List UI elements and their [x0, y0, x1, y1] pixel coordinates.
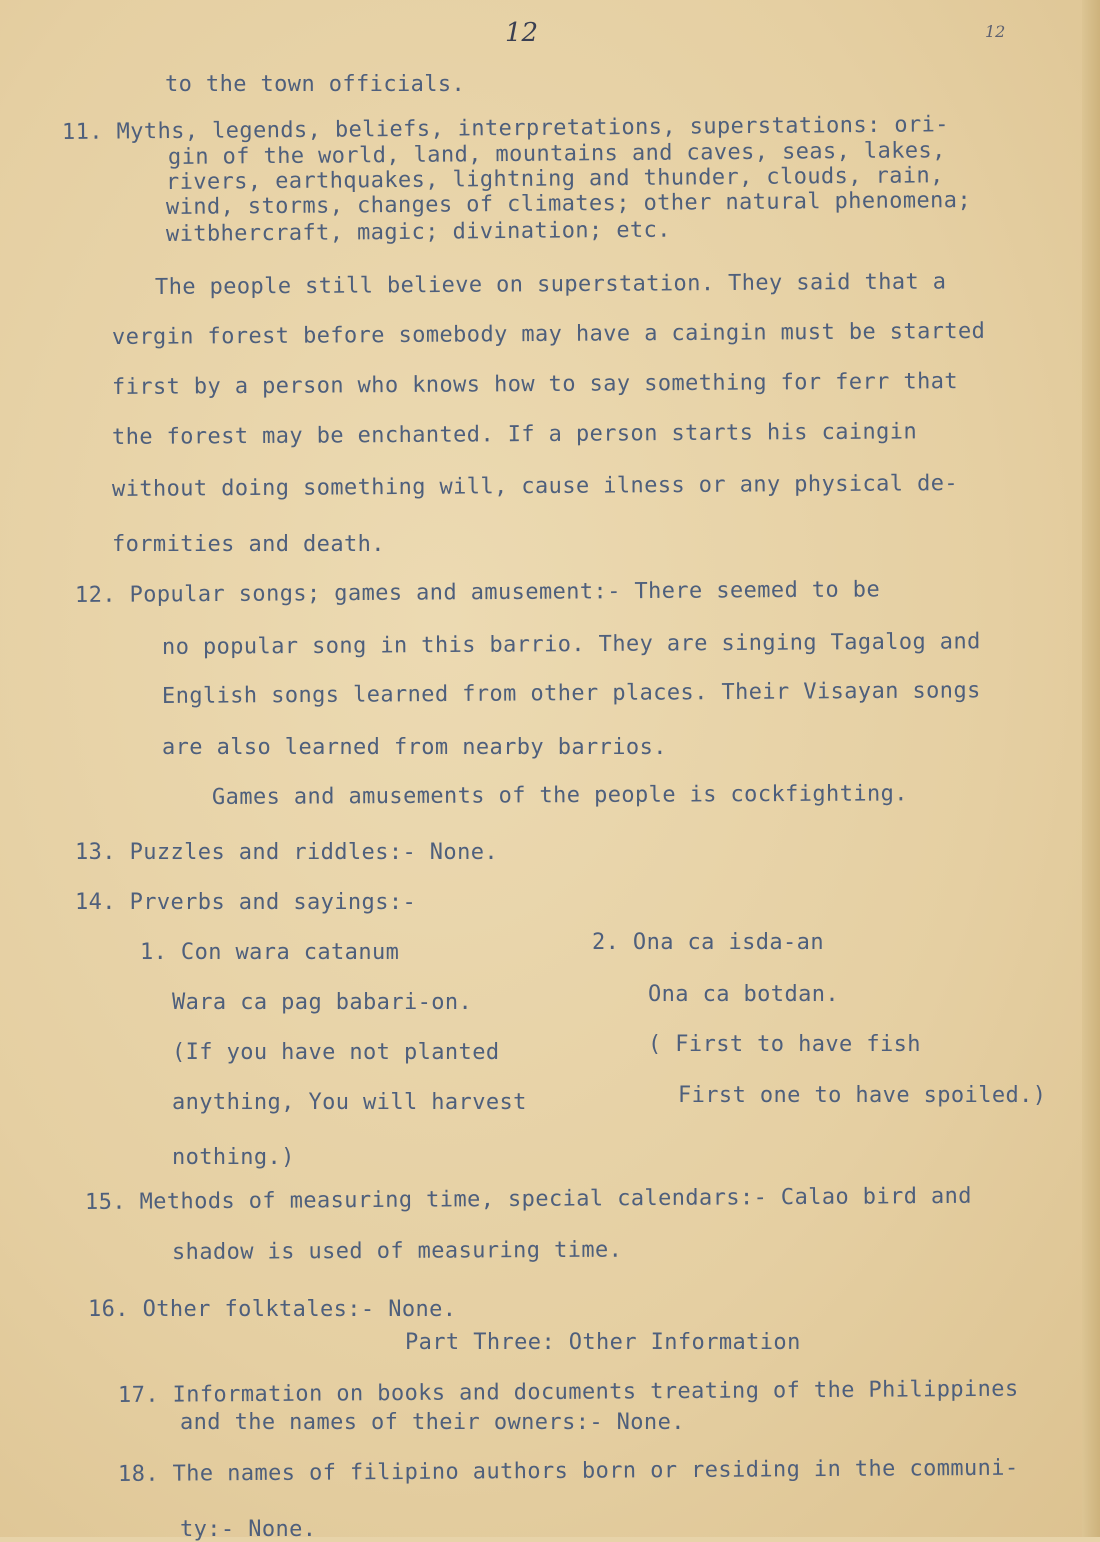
- proverb-2-line: Ona ca botdan.: [648, 982, 840, 1007]
- paragraph-line: the forest may be enchanted. If a person starts his caingin: [111, 419, 918, 450]
- paragraph-line: without doing something will, cause ilness or any physical de-: [111, 471, 959, 502]
- part-three-heading: Part Three: Other Information: [405, 1330, 801, 1355]
- corner-page-mark: 12: [985, 22, 1006, 41]
- paragraph-line: are also learned from nearby barrios.: [162, 735, 667, 760]
- proverb-1-line: anything, You will harvest: [172, 1090, 527, 1115]
- text-line: gin of the world, land, mountains and caves, seas, lakes,: [167, 138, 946, 170]
- text-line: ty:- None.: [180, 1517, 317, 1542]
- item-16-heading: 16. Other folktales:- None.: [88, 1297, 457, 1322]
- paragraph-line: first by a person who knows how to say something for ferr that: [111, 369, 959, 400]
- page-number: 12: [505, 18, 539, 48]
- text-line: rivers, earthquakes, lightning and thunder, clouds, rain,: [165, 163, 944, 195]
- paragraph-line: vergin forest before somebody may have a caingin must be started: [111, 318, 986, 350]
- item-12-heading: 12. Popular songs; games and amusement:- There seemed to be: [74, 577, 881, 608]
- paragraph-line: formities and death.: [112, 532, 385, 557]
- paragraph-line: no popular song in this barrio. They are singing Tagalog and: [161, 629, 981, 660]
- paragraph-line: The people still believe on superstation. They said that a: [154, 269, 947, 300]
- item-13-heading: 13. Puzzles and riddles:- None.: [75, 840, 498, 865]
- text-line: witbhercraft, magic; divination; etc.: [165, 217, 671, 247]
- item-11-heading: 11. Myths, legends, beliefs, interpretations, superstations: ori-: [61, 112, 950, 145]
- text-line: and the names of their owners:- None.: [180, 1410, 685, 1435]
- proverb-1-line: (If you have not planted: [172, 1040, 500, 1065]
- proverb-2-line: First one to have spoiled.): [678, 1083, 1047, 1108]
- paragraph-line: English songs learned from other places. Their Visayan songs: [161, 678, 981, 709]
- item-14-heading: 14. Prverbs and sayings:-: [75, 890, 417, 915]
- proverb-2-line: ( First to have fish: [648, 1032, 921, 1057]
- proverb-1-line: nothing.): [172, 1145, 295, 1170]
- proverb-1-line: 1. Con wara catanum: [140, 940, 400, 965]
- page-edge: [1082, 0, 1100, 1537]
- text-line: wind, storms, changes of climates; other natural phenomena;: [165, 187, 972, 220]
- text-line: shadow is used of measuring time.: [171, 1237, 623, 1265]
- proverb-2-line: 2. Ona ca isda-an: [592, 930, 824, 955]
- item-18-heading: 18. The names of filipino authors born or residing in the communi-: [117, 1455, 1019, 1487]
- text-line: to the town officials.: [165, 72, 466, 97]
- proverb-1-line: Wara ca pag babari-on.: [172, 990, 473, 1015]
- paragraph-line: Games and amusements of the people is cockfighting.: [211, 781, 908, 810]
- item-15-heading: 15. Methods of measuring time, special calendars:- Calao bird and: [84, 1183, 973, 1215]
- item-17-heading: 17. Information on books and documents treating of the Philippines: [117, 1376, 1019, 1408]
